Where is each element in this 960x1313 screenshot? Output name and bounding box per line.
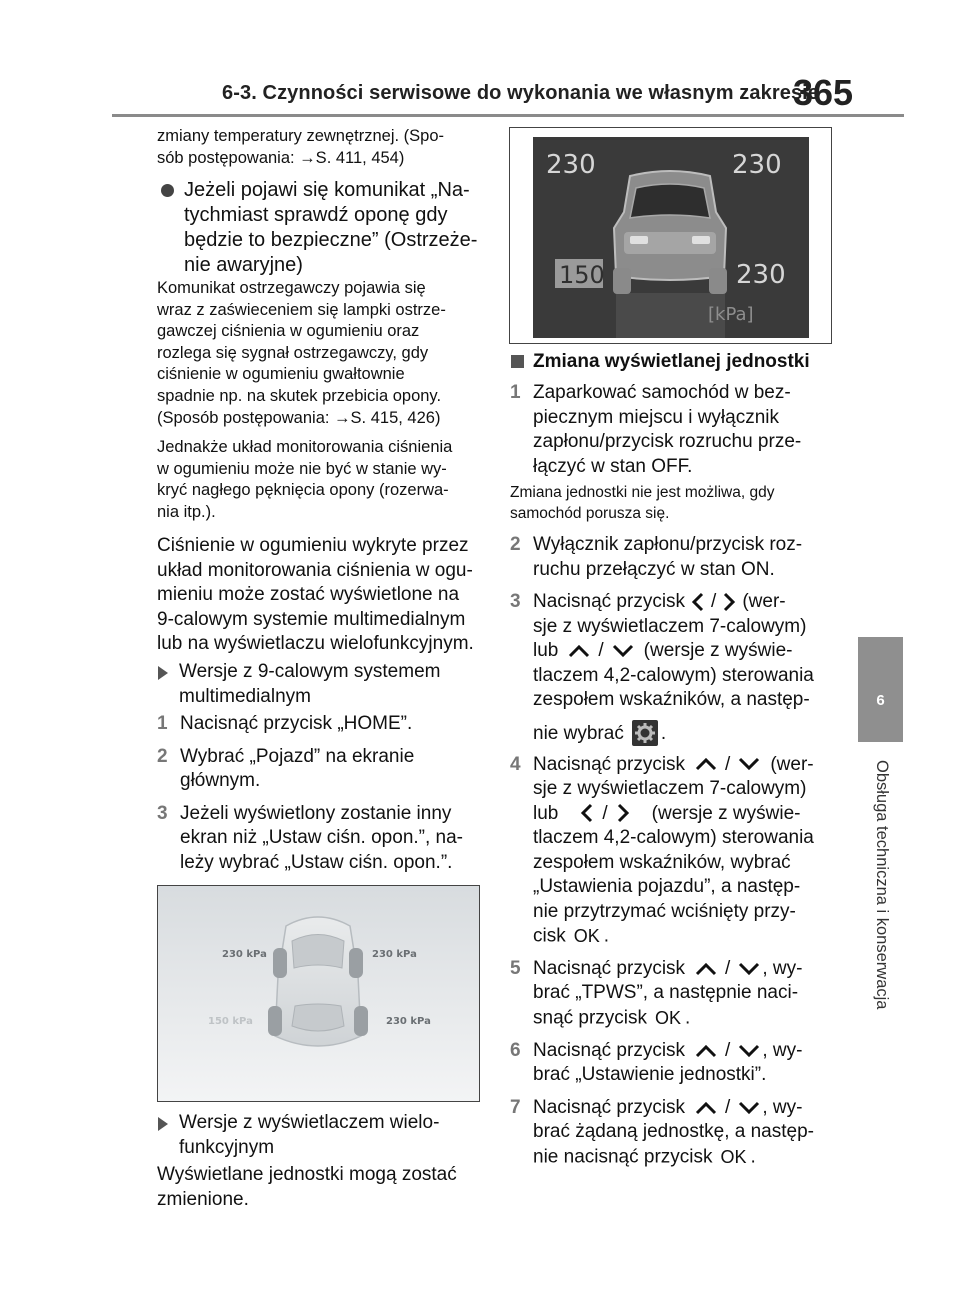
paragraph-5 [157, 1163, 502, 1212]
text-line: zespołem wskaźników, a następ- [533, 689, 810, 710]
steps-9inch [157, 712, 502, 875]
paragraph-3 [157, 437, 497, 523]
text-line: układ monitorowania ciśnienia w ogu- [157, 559, 473, 581]
text-line: gawczej ciśnienia w ogumieniu oraz [157, 322, 420, 341]
text-line: lub na wyświetlaczu wielofunkcyjnym. [157, 633, 474, 654]
text-frag: lub [533, 802, 559, 824]
text-frag: . [603, 925, 610, 947]
text-line: Ciśnienie w ogumieniu wykryte przez [157, 535, 469, 556]
step [157, 712, 502, 737]
text-line: (Sposób postępowania: →S. 415, 426) [157, 408, 441, 427]
settings-gear-icon [632, 720, 658, 746]
chapter-tab [858, 637, 903, 742]
triangle-bullet-icon [158, 666, 168, 680]
slash: / [602, 802, 608, 824]
chapter-title [858, 760, 903, 1080]
text-line: sób postępowania: →S. 411, 454) [157, 148, 405, 167]
heading-text: Zmiana wyświetlanej jednostki [533, 351, 810, 372]
text-frag: cisk [533, 925, 566, 947]
text-frag: (wer- [770, 753, 814, 775]
chevron-down-icon [612, 644, 634, 658]
page-number: 365 [793, 72, 854, 113]
chevron-down-icon [738, 1101, 760, 1115]
step-number: 6 [510, 1039, 521, 1061]
text-frag: . [750, 1145, 756, 1167]
step-number: 3 [157, 802, 168, 824]
text-line [533, 1145, 845, 1170]
step [510, 381, 845, 479]
chevron-right-icon [616, 803, 630, 823]
tire-pressure-figure-mid [509, 127, 832, 344]
text-line: ruchu przełączyć w stan ON. [533, 558, 775, 580]
chevron-up-icon [695, 1101, 717, 1115]
slash: / [725, 1096, 731, 1118]
text-line: sje z wyświetlaczem 7-calowym) [533, 778, 807, 799]
slash: / [725, 753, 731, 775]
bullet-dot-icon [161, 184, 174, 197]
step [510, 753, 845, 949]
chevron-left-icon [691, 592, 705, 612]
ok-icon: OK [655, 1007, 682, 1028]
step [510, 533, 845, 582]
text-line: Wersje z 9-calowym systemem [179, 661, 441, 682]
header-divider [112, 114, 904, 117]
chevron-right-icon [722, 592, 736, 612]
slash: / [711, 591, 717, 612]
text-line: brać żądaną jednostkę, a następ- [533, 1121, 814, 1143]
text-line: Jednakże układ monitorowania ciśnienia [157, 438, 453, 456]
text-line: nie awaryjne) [184, 254, 303, 276]
chapter-number: 6 [876, 692, 885, 709]
tire-rr-value: 230 [736, 260, 786, 290]
text-line: nia itp.). [157, 502, 216, 521]
text-line: zmiany temperatury zewnętrznej. (Spo- [157, 127, 445, 145]
step-number: 7 [510, 1096, 521, 1118]
text-line: Jeżeli wyświetlony zostanie inny [180, 802, 452, 824]
text-line: piecznym miejscu i wyłącznik [533, 406, 780, 428]
right-steps [510, 381, 845, 479]
text-line: Jeżeli pojawi się komunikat „Na- [184, 179, 470, 201]
warning-bullet [157, 178, 497, 278]
text-line: w ogumieniu może nie być w stanie wy- [157, 459, 447, 478]
text-frag: snąć przycisk [533, 1007, 648, 1029]
text-line [533, 1006, 845, 1031]
text-line: łączyć w stan OFF. [533, 455, 693, 477]
step [157, 802, 502, 876]
tire-fr-value: 230 [732, 150, 782, 180]
text-frag: Nacisnąć przycisk [533, 1096, 686, 1118]
text-frag: Nacisnąć przycisk [533, 591, 686, 612]
text-line: wraz z zaświeceniem się lampki ostrze- [157, 300, 446, 319]
right-steps-2 [510, 533, 845, 1169]
text-frag: (wersje z wyświe- [643, 640, 793, 661]
paragraph-1 [157, 126, 497, 169]
section-title: 6-3. Czynności serwisowe do wykonania we własnym zakresie [222, 82, 820, 104]
step-number: 5 [510, 957, 521, 979]
text-line: Wyświetlane jednostki mogą zostać [157, 1164, 457, 1185]
text-line: rozlega się sygnał ostrzegawczy, gdy [157, 343, 429, 362]
slash: / [725, 1039, 731, 1061]
chevron-down-icon [738, 1044, 760, 1058]
text-line: Zaparkować samochód w bez- [533, 382, 791, 403]
text-line: zapłonu/przycisk rozruchu prze- [533, 431, 802, 452]
mid-display-illustration [510, 128, 831, 343]
ok-icon: OK [573, 926, 600, 946]
text-line: Wyłącznik zapłonu/przycisk roz- [533, 534, 803, 555]
tire-fr-value: 230 kPa [372, 949, 417, 960]
text-line: Wybrać „Pojazd” na ekranie [180, 745, 415, 767]
chevron-down-icon [738, 962, 760, 976]
text-line: spadnie np. na skutek przebicia opony. [157, 386, 442, 405]
text-frag: Nacisnąć przycisk [533, 957, 686, 979]
tire-rl-value: 150 kPa [208, 1016, 253, 1027]
paragraph-2 [157, 278, 497, 429]
step [510, 1096, 845, 1170]
text-line: kryć nagłego pęknięcia opony (rozerwa- [157, 481, 449, 500]
text-frag: (wersje z wyświe- [651, 802, 801, 824]
text-line: głównym. [180, 770, 261, 791]
text-line [533, 639, 845, 664]
tire-rr-value: 230 kPa [386, 1016, 431, 1027]
tire-pressure-figure-multimedia [157, 885, 480, 1102]
text-frag: . [685, 1007, 691, 1029]
chevron-up-icon [695, 962, 717, 976]
note [510, 483, 850, 524]
chevron-up-icon [695, 757, 717, 771]
text-line: 9-calowym systemie multimedialnym [157, 608, 466, 630]
text-line [533, 590, 845, 615]
text-line [533, 924, 845, 949]
text-line: brać „Ustawienie jednostki”. [533, 1064, 767, 1086]
unit-label: [kPa] [708, 304, 754, 325]
text-frag: nie wybrać [533, 722, 624, 744]
text-line: będzie to bezpieczne” (Ostrzeże- [184, 229, 478, 251]
text-line: tychmiast sprawdź oponę gdy [184, 204, 448, 226]
text-frag: Nacisnąć przycisk [533, 1039, 686, 1061]
text-frag: , wy- [762, 957, 803, 979]
text-line: zmienione. [157, 1188, 249, 1210]
chevron-up-icon [695, 1044, 717, 1058]
text-line: multimedialnym [179, 685, 311, 707]
text-line [533, 719, 845, 749]
step-number: 3 [510, 591, 521, 612]
text-line: mieniu może zostać wyświetlone na [157, 584, 460, 605]
paragraph-4 [157, 534, 502, 657]
text-frag: nie nacisnąć przycisk [533, 1145, 713, 1167]
step-number: 2 [157, 745, 168, 767]
text-line [533, 802, 845, 827]
text-line: samochód porusza się. [510, 504, 670, 522]
car-topview-illustration [158, 886, 479, 1101]
text-frag: lub [533, 640, 559, 661]
version-multi-display [152, 1111, 497, 1160]
text-line: tlaczem 4,2-calowym) sterowania [533, 827, 814, 848]
step [157, 745, 502, 794]
chevron-down-icon [738, 757, 760, 771]
step-number: 1 [510, 382, 521, 403]
section-heading [511, 350, 863, 374]
text-line: tlaczem 4,2-calowym) sterowania [533, 664, 814, 686]
tire-fl-value: 230 [546, 150, 596, 180]
step [510, 957, 845, 1031]
text-line: leży wybrać „Ustaw ciśn. opon.”. [180, 851, 453, 873]
left-column [157, 126, 497, 169]
square-bullet-icon [511, 355, 524, 368]
text-line [533, 957, 845, 982]
text-line [533, 1096, 845, 1121]
text-frag: Nacisnąć przycisk [533, 753, 686, 775]
text-line [533, 1039, 845, 1064]
text-line: sje z wyświetlaczem 7-calowym) [533, 615, 807, 637]
version-9inch [152, 660, 497, 709]
ok-icon: OK [720, 1146, 747, 1167]
triangle-bullet-icon [158, 1117, 168, 1131]
step [510, 590, 845, 749]
text-line [533, 753, 845, 778]
text-line: ekran niż „Ustaw ciśn. opon.”, na- [180, 827, 464, 848]
text-line: nie przytrzymać wciśnięty przy- [533, 900, 796, 922]
tire-fl-value: 230 kPa [222, 949, 267, 960]
chevron-up-icon [568, 644, 590, 658]
text-line: zespołem wskaźników, wybrać [533, 851, 791, 873]
text-frag: (wer- [742, 591, 786, 612]
text-line: „Ustawienia pojazdu”, a następ- [533, 876, 801, 897]
slash: / [598, 640, 604, 661]
text-line: ciśnienie w ogumieniu gwałtownie [157, 365, 405, 384]
chevron-left-icon [580, 803, 594, 823]
step-number: 2 [510, 534, 521, 555]
step-number: 4 [510, 753, 521, 775]
step-number: 1 [157, 713, 168, 734]
text-line: brać „TPWS”, a następnie naci- [533, 982, 799, 1004]
step [510, 1039, 845, 1088]
text-frag: . [660, 722, 667, 744]
text-line: funkcyjnym [179, 1136, 275, 1158]
text-line: Komunikat ostrzegawczy pojawia się [157, 279, 426, 297]
text-frag: , wy- [762, 1039, 803, 1061]
text-line: Zmiana jednostki nie jest możliwa, gdy [510, 484, 775, 501]
slash: / [725, 957, 731, 979]
text-line: Nacisnąć przycisk „HOME”. [180, 713, 413, 734]
chapter-title-text: Obsługa techniczna i konserwacja [873, 760, 891, 1010]
text-line: Wersje z wyświetlaczem wielo- [179, 1112, 440, 1133]
tire-rl-value: 150 [559, 261, 605, 289]
text-frag: , wy- [762, 1096, 803, 1118]
